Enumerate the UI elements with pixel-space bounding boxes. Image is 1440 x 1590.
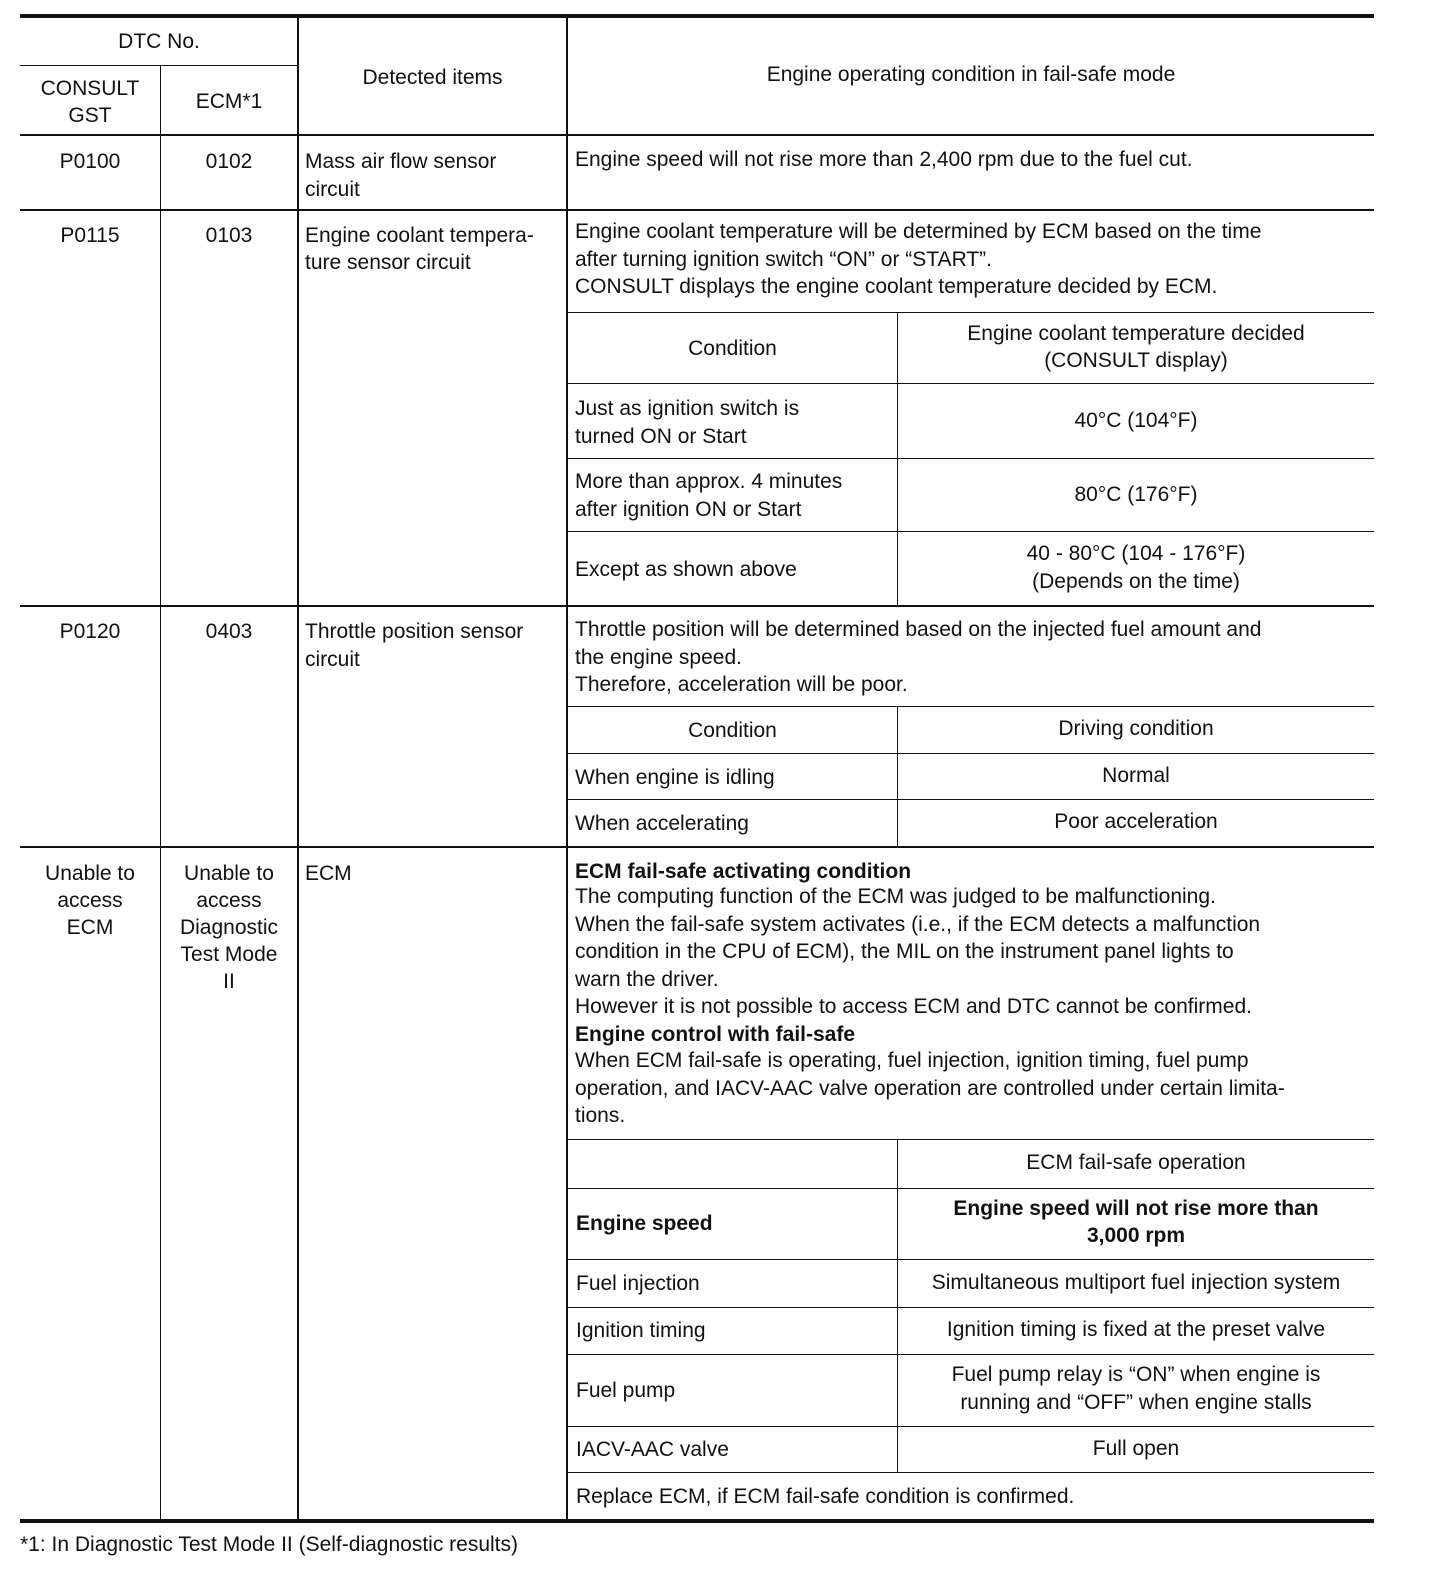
- sub4-rule-2: [567, 1188, 1374, 1189]
- activating-text-line-4: warn the driver.: [575, 968, 719, 991]
- consult-code: P0120: [59, 620, 121, 643]
- sub2-rule-4: [567, 531, 1374, 532]
- subtable-header-decided-line-1: Engine coolant temperature decided: [967, 322, 1305, 345]
- rule-col-ecm: [160, 65, 161, 1521]
- subtable-value-1: Normal: [1102, 764, 1170, 787]
- detected-item-line-1: Engine coolant tempera-: [305, 224, 534, 247]
- consult-code: P0115: [60, 224, 120, 247]
- subtable-item-fuel-injection: Fuel injection: [576, 1272, 700, 1295]
- subtable-condition-1: When engine is idling: [575, 766, 775, 789]
- sub3-rule-2: [567, 753, 1374, 754]
- condition-text-line-1: Engine coolant temperature will be determined by ECM based on the time: [575, 220, 1262, 243]
- subtable-value-engine-speed-line-2: 3,000 rpm: [1086, 1224, 1186, 1247]
- subtable-value-3-line-1: 40 - 80°C (104 - 176°F): [1026, 542, 1246, 565]
- sub4-rule-4: [567, 1307, 1374, 1308]
- ecm-code-line-1: Unable to: [184, 862, 274, 885]
- sub4-rule-7: [567, 1472, 1374, 1473]
- activating-heading: ECM fail-safe activating condition: [575, 860, 912, 883]
- sub4-rule-3: [567, 1259, 1374, 1260]
- footnote: *1: In Diagnostic Test Mode II (Self-diagnostic results): [20, 1533, 519, 1556]
- activating-text-line-3: condition in the CPU of ECM), the MIL on the instrument panel lights to: [575, 940, 1234, 963]
- ecm-code: 0102: [205, 150, 253, 173]
- subtable-condition-1-line-2: turned ON or Start: [575, 425, 747, 448]
- subtable-header-decided-line-2: (CONSULT display): [1044, 349, 1228, 372]
- replace-ecm-note: Replace ECM, if ECM fail-safe condition is confirmed.: [576, 1485, 1075, 1508]
- subtable-value-iacv-aac-valve: Full open: [1092, 1437, 1180, 1460]
- sub2-rule-3: [567, 458, 1374, 459]
- sub3-rule-3: [567, 799, 1374, 800]
- subtable-value-fuel-pump-line-2: running and “OFF” when engine stalls: [960, 1391, 1312, 1414]
- condition-text-line-3: CONSULT displays the engine coolant temperature decided by ECM.: [575, 275, 1218, 298]
- subtable-value-fuel-pump-line-1: Fuel pump relay is “ON” when engine is: [951, 1363, 1321, 1386]
- sub4-col: [897, 1139, 898, 1473]
- header-dtc-no: DTC No.: [118, 30, 200, 53]
- control-text-line-1: When ECM fail-safe is operating, fuel injection, ignition timing, fuel pump: [575, 1049, 1249, 1072]
- subtable-condition-2: When accelerating: [575, 812, 749, 835]
- condition-text-line-1: Throttle position will be determined based on the injected fuel amount and: [575, 618, 1262, 641]
- condition-text: Engine speed will not rise more than 2,400 rpm due to the fuel cut.: [575, 148, 1193, 171]
- ecm-code-line-3: Diagnostic: [179, 916, 279, 939]
- header-engine-operating-condition: Engine operating condition in fail-safe mode: [766, 63, 1176, 86]
- rule-dtc-sub: [20, 65, 298, 66]
- rule-header-bottom: [20, 134, 1374, 136]
- consult-code-line-3: ECM: [66, 916, 114, 939]
- header-consult-gst-line-1: CONSULT: [40, 77, 140, 100]
- detected-item: ECM: [305, 862, 352, 885]
- sub2-rule-1: [567, 312, 1374, 313]
- ecm-code-line-5: II: [223, 970, 235, 993]
- ecm-code: 0103: [205, 224, 253, 247]
- rule-top: [20, 14, 1374, 18]
- subtable-item-fuel-pump: Fuel pump: [576, 1379, 676, 1402]
- subtable-item-ignition-timing: Ignition timing: [576, 1319, 706, 1342]
- activating-text-line-5: However it is not possible to access ECM and DTC cannot be confirmed.: [575, 995, 1252, 1018]
- ecm-code: 0403: [205, 620, 253, 643]
- control-text-line-2: operation, and IACV-AAC valve operation are controlled under certain limita-: [575, 1077, 1285, 1100]
- sub4-rule-1: [567, 1139, 1374, 1140]
- detected-item-line-1: Throttle position sensor: [305, 620, 524, 643]
- subtable-header-condition: Condition: [688, 337, 777, 360]
- subtable-value-2: Poor acceleration: [1054, 810, 1218, 833]
- activating-text-line-2: When the fail-safe system activates (i.e., if the ECM detects a malfunction: [575, 913, 1261, 936]
- header-ecm1: ECM*1: [195, 90, 263, 113]
- rule-row3-bottom: [20, 846, 1374, 848]
- consult-code: P0100: [59, 150, 121, 173]
- detected-item-line-2: ture sensor circuit: [305, 251, 471, 274]
- rule-bottom: [20, 1519, 1374, 1523]
- consult-code-line-1: Unable to: [45, 862, 135, 885]
- subtable-item-iacv-aac-valve: IACV-AAC valve: [576, 1438, 729, 1461]
- consult-code-line-2: access: [57, 889, 123, 912]
- sub4-rule-5: [567, 1354, 1374, 1355]
- sub2-rule-2: [567, 383, 1374, 384]
- header-detected-items: Detected items: [362, 66, 503, 89]
- rule-col-detected: [297, 14, 299, 1521]
- subtable-value-3-line-2: (Depends on the time): [1032, 570, 1240, 593]
- subtable-condition-2-line-2: after ignition ON or Start: [575, 498, 802, 521]
- rule-col-condition: [566, 14, 568, 1521]
- rule-row1-bottom: [20, 209, 1374, 211]
- control-text-line-3: tions.: [575, 1104, 626, 1127]
- subtable-value-1: 40°C (104°F): [1074, 409, 1198, 432]
- control-heading: Engine control with fail-safe: [575, 1023, 856, 1046]
- ecm-code-line-4: Test Mode: [180, 943, 278, 966]
- condition-text-line-3: Therefore, acceleration will be poor.: [575, 673, 908, 696]
- subtable-value-2: 80°C (176°F): [1074, 483, 1198, 506]
- condition-text-line-2: the engine speed.: [575, 646, 742, 669]
- subtable-condition-1-line-1: Just as ignition switch is: [575, 397, 800, 420]
- detected-item-line-1: Mass air flow sensor: [305, 150, 497, 173]
- sub4-rule-6: [567, 1426, 1374, 1427]
- subtable-item-engine-speed: Engine speed: [576, 1212, 713, 1235]
- header-consult-gst-line-2: GST: [68, 104, 112, 127]
- subtable-header-condition: Condition: [688, 719, 777, 742]
- condition-text-line-2: after turning ignition switch “ON” or “START”.: [575, 248, 993, 271]
- ecm-code-line-2: access: [196, 889, 262, 912]
- subtable-value-fuel-injection: Simultaneous multiport fuel injection system: [931, 1271, 1341, 1294]
- subtable-condition-3: Except as shown above: [575, 558, 797, 581]
- detected-item-line-2: circuit: [305, 178, 360, 201]
- detected-item-line-2: circuit: [305, 648, 360, 671]
- subtable-value-engine-speed-line-1: Engine speed will not rise more than: [953, 1197, 1319, 1220]
- subtable-header-fail-safe-operation: ECM fail-safe operation: [1026, 1151, 1246, 1174]
- subtable-header-driving-condition: Driving condition: [1058, 717, 1214, 740]
- subtable-condition-2-line-1: More than approx. 4 minutes: [575, 470, 843, 493]
- activating-text-line-1: The computing function of the ECM was judged to be malfunctioning.: [575, 885, 1216, 908]
- sub3-rule-1: [567, 706, 1374, 707]
- subtable-value-ignition-timing: Ignition timing is fixed at the preset valve: [946, 1318, 1326, 1341]
- rule-row2-bottom: [20, 605, 1374, 607]
